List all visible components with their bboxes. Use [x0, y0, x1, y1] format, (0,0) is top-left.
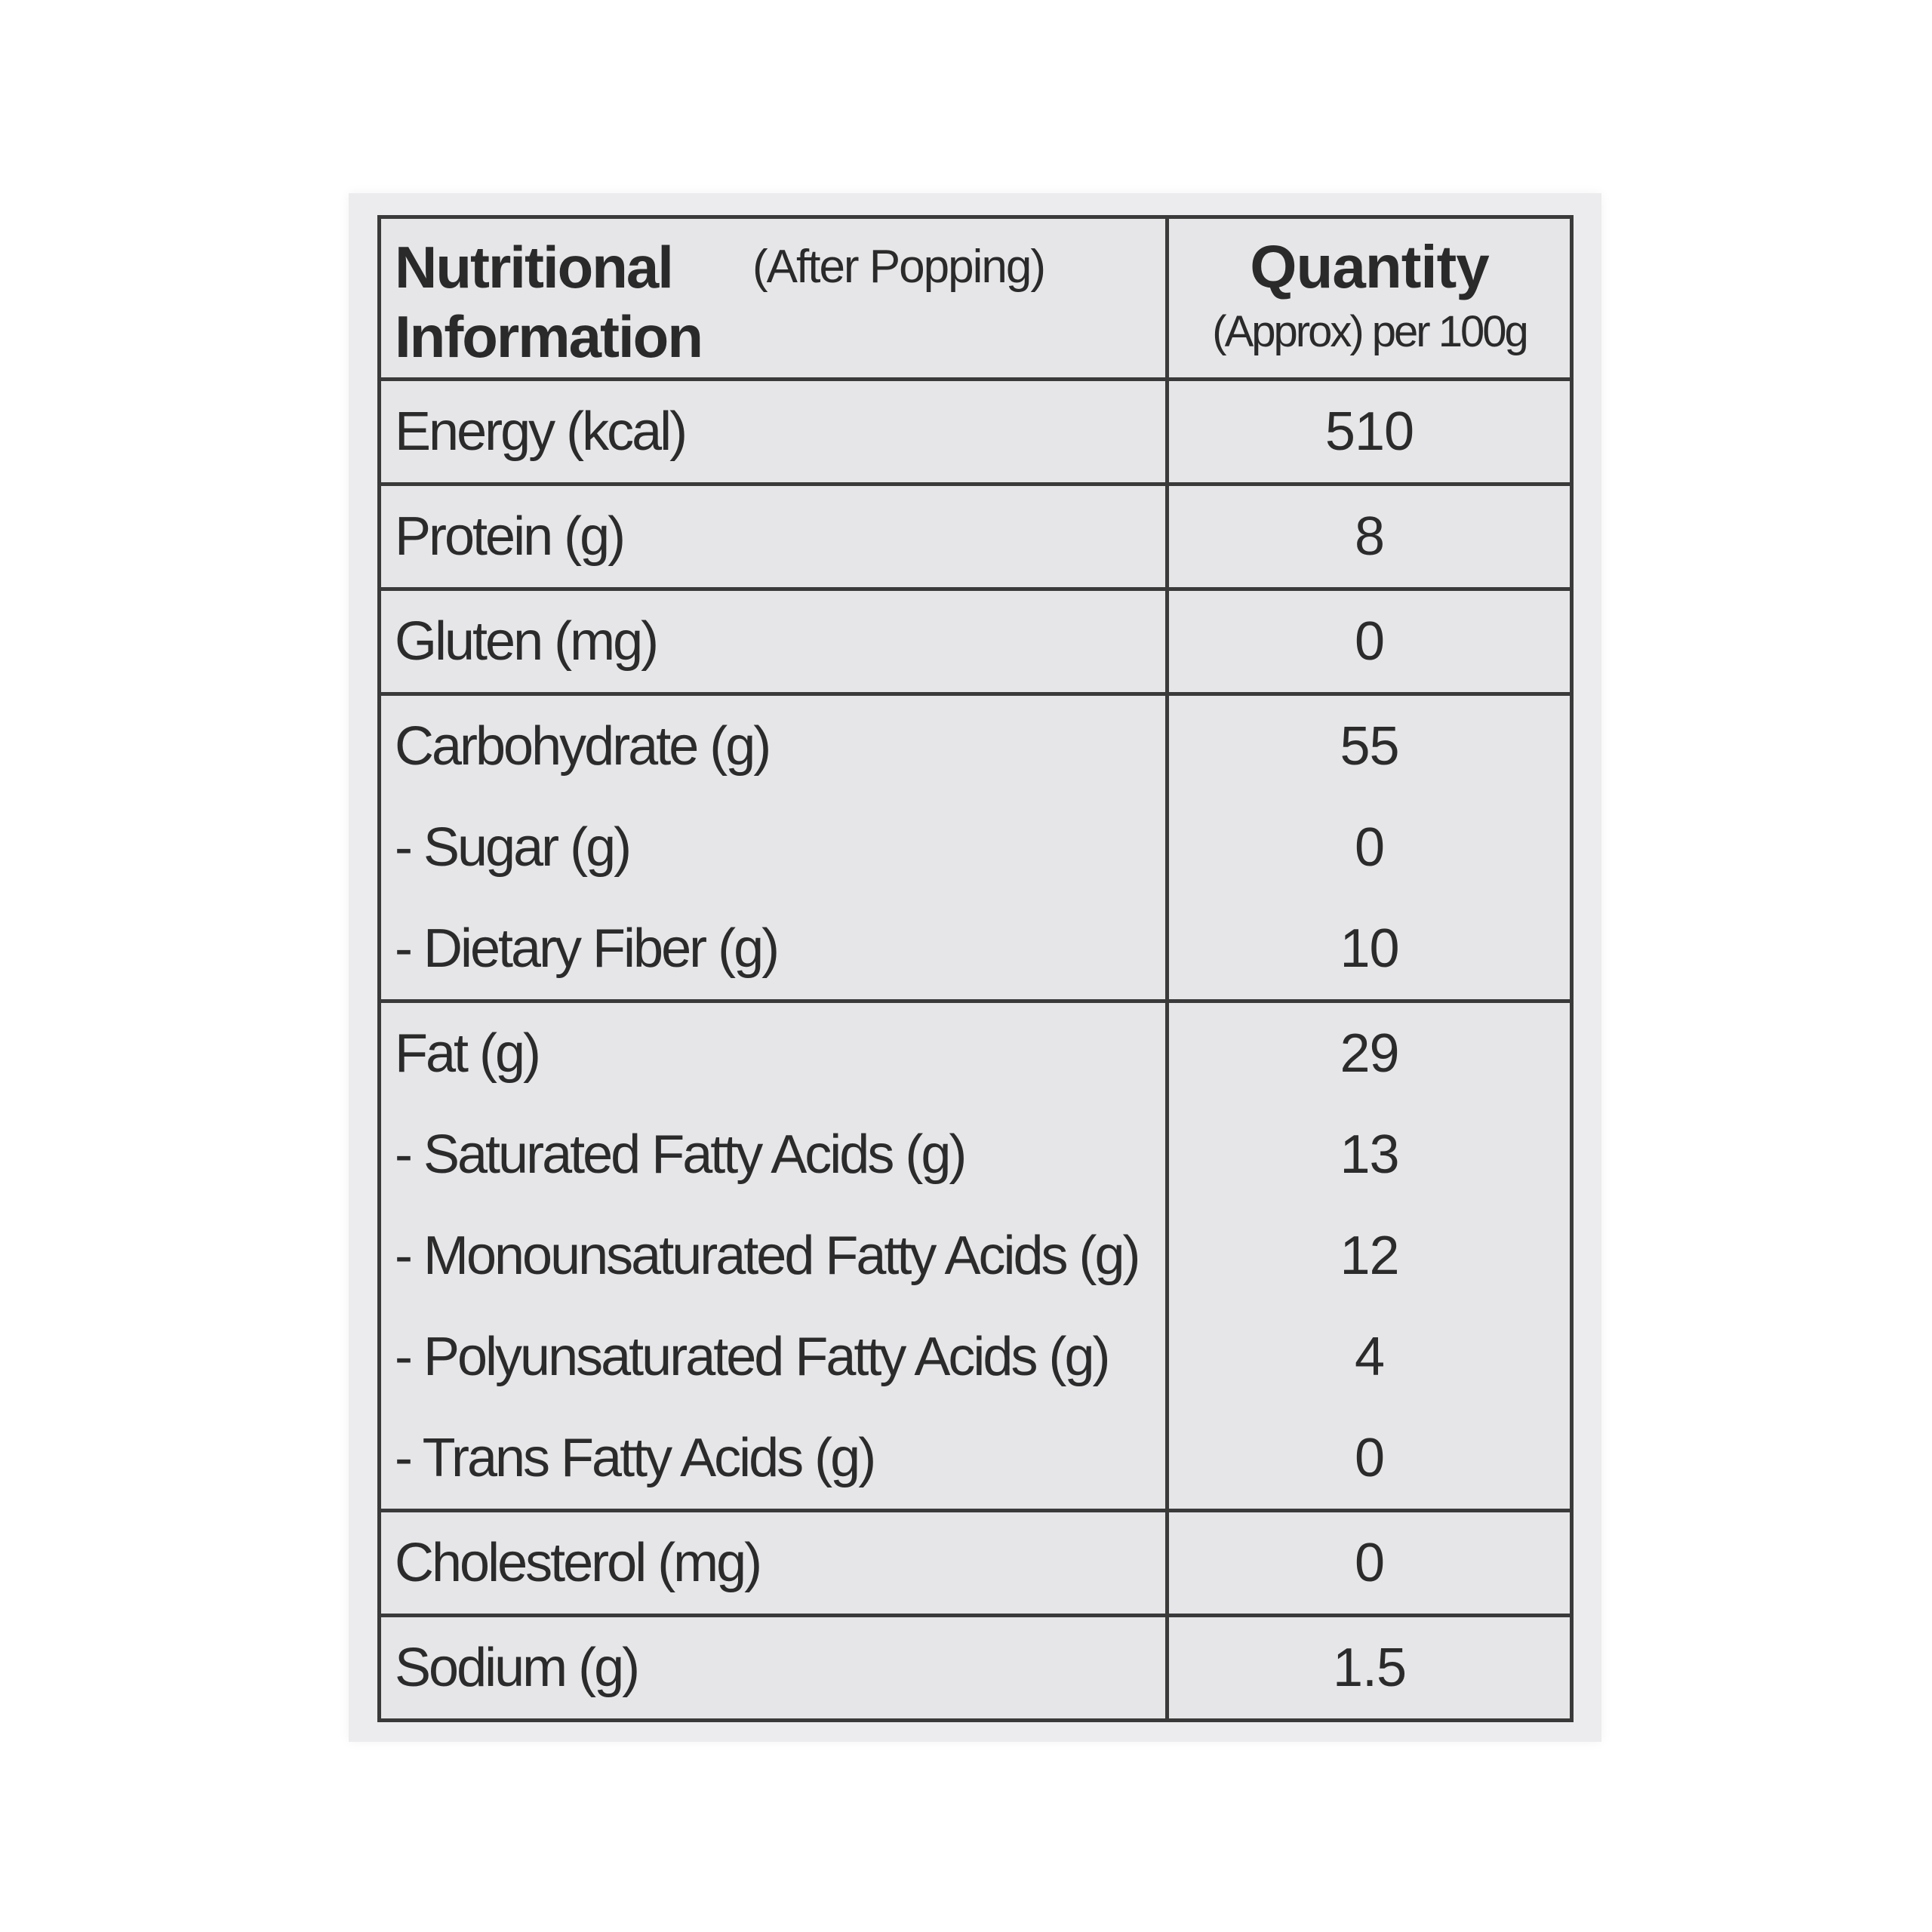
nutrient-value: 1.5 [1332, 1638, 1407, 1698]
nutrient-value-cell [1168, 1616, 1572, 1721]
nutrient-name: - Dietary Fiber (g) [395, 918, 778, 979]
nutrient-value: 12 [1340, 1226, 1399, 1286]
table-row-gluten [380, 589, 1572, 694]
nutrient-name: - Saturated Fatty Acids (g) [395, 1124, 965, 1185]
nutrient-name-cell [380, 1616, 1168, 1721]
table-row-sodium [380, 1616, 1572, 1721]
nutrient-value-cell [1168, 1001, 1572, 1511]
nutrient-value-cell [1168, 1511, 1572, 1616]
nutrient-value-cell [1168, 380, 1572, 485]
nutrient-value: 0 [1354, 611, 1385, 672]
nutrient-value: 29 [1340, 1023, 1399, 1084]
title-line-2: Information [395, 303, 702, 370]
nutrient-value-cell [1168, 694, 1572, 1001]
table-row-protein [380, 485, 1572, 589]
nutrient-value: 0 [1354, 1428, 1385, 1488]
nutrient-name: Sodium (g) [395, 1638, 638, 1698]
quantity-subtitle: (Approx) per 100g [1212, 307, 1527, 356]
nutrient-value: 510 [1324, 401, 1414, 462]
nutrient-name: Cholesterol (mg) [395, 1533, 761, 1593]
header-quantity-cell [1168, 217, 1572, 380]
nutrient-name-cell [380, 485, 1168, 589]
after-popping-note: (After Popping) [752, 241, 1044, 293]
nutrient-name: Energy (kcal) [395, 401, 686, 462]
table-row-cholesterol [380, 1511, 1572, 1616]
nutrient-value: 10 [1340, 918, 1399, 979]
header-nutrient-cell [380, 217, 1168, 380]
nutrient-value: 55 [1340, 716, 1399, 777]
nutrient-name: - Polyunsaturated Fatty Acids (g) [395, 1327, 1109, 1387]
title-line-1: Nutritional [395, 234, 672, 300]
quantity-title: Quantity [1250, 233, 1489, 300]
nutrient-name: Fat (g) [395, 1023, 540, 1084]
nutrient-value: 0 [1354, 1533, 1385, 1593]
nutrient-value: 13 [1340, 1124, 1399, 1185]
nutrient-value: 8 [1354, 506, 1385, 567]
nutrient-name-cell [380, 1001, 1168, 1511]
nutrition-table [377, 215, 1574, 1722]
nutrient-name-cell [380, 694, 1168, 1001]
nutrient-value-cell [1168, 589, 1572, 694]
nutrient-name: - Trans Fatty Acids (g) [395, 1428, 875, 1488]
nutrient-value: 4 [1354, 1327, 1385, 1387]
table-row-fat-group [380, 1001, 1572, 1511]
nutrient-name-cell [380, 1511, 1168, 1616]
table-row-energy [380, 380, 1572, 485]
nutrient-name-cell [380, 380, 1168, 485]
nutrient-name: - Sugar (g) [395, 817, 630, 878]
nutrient-name: Carbohydrate (g) [395, 716, 770, 777]
nutrient-value-cell [1168, 485, 1572, 589]
nutrient-name: - Monounsaturated Fatty Acids (g) [395, 1226, 1139, 1286]
table-row-carbohydrate-group [380, 694, 1572, 1001]
table-header-row [380, 217, 1572, 380]
nutrient-name: Gluten (mg) [395, 611, 657, 672]
nutrient-name-cell [380, 589, 1168, 694]
table-title [395, 232, 702, 371]
nutrient-value: 0 [1354, 817, 1385, 878]
nutrient-name: Protein (g) [395, 506, 624, 567]
